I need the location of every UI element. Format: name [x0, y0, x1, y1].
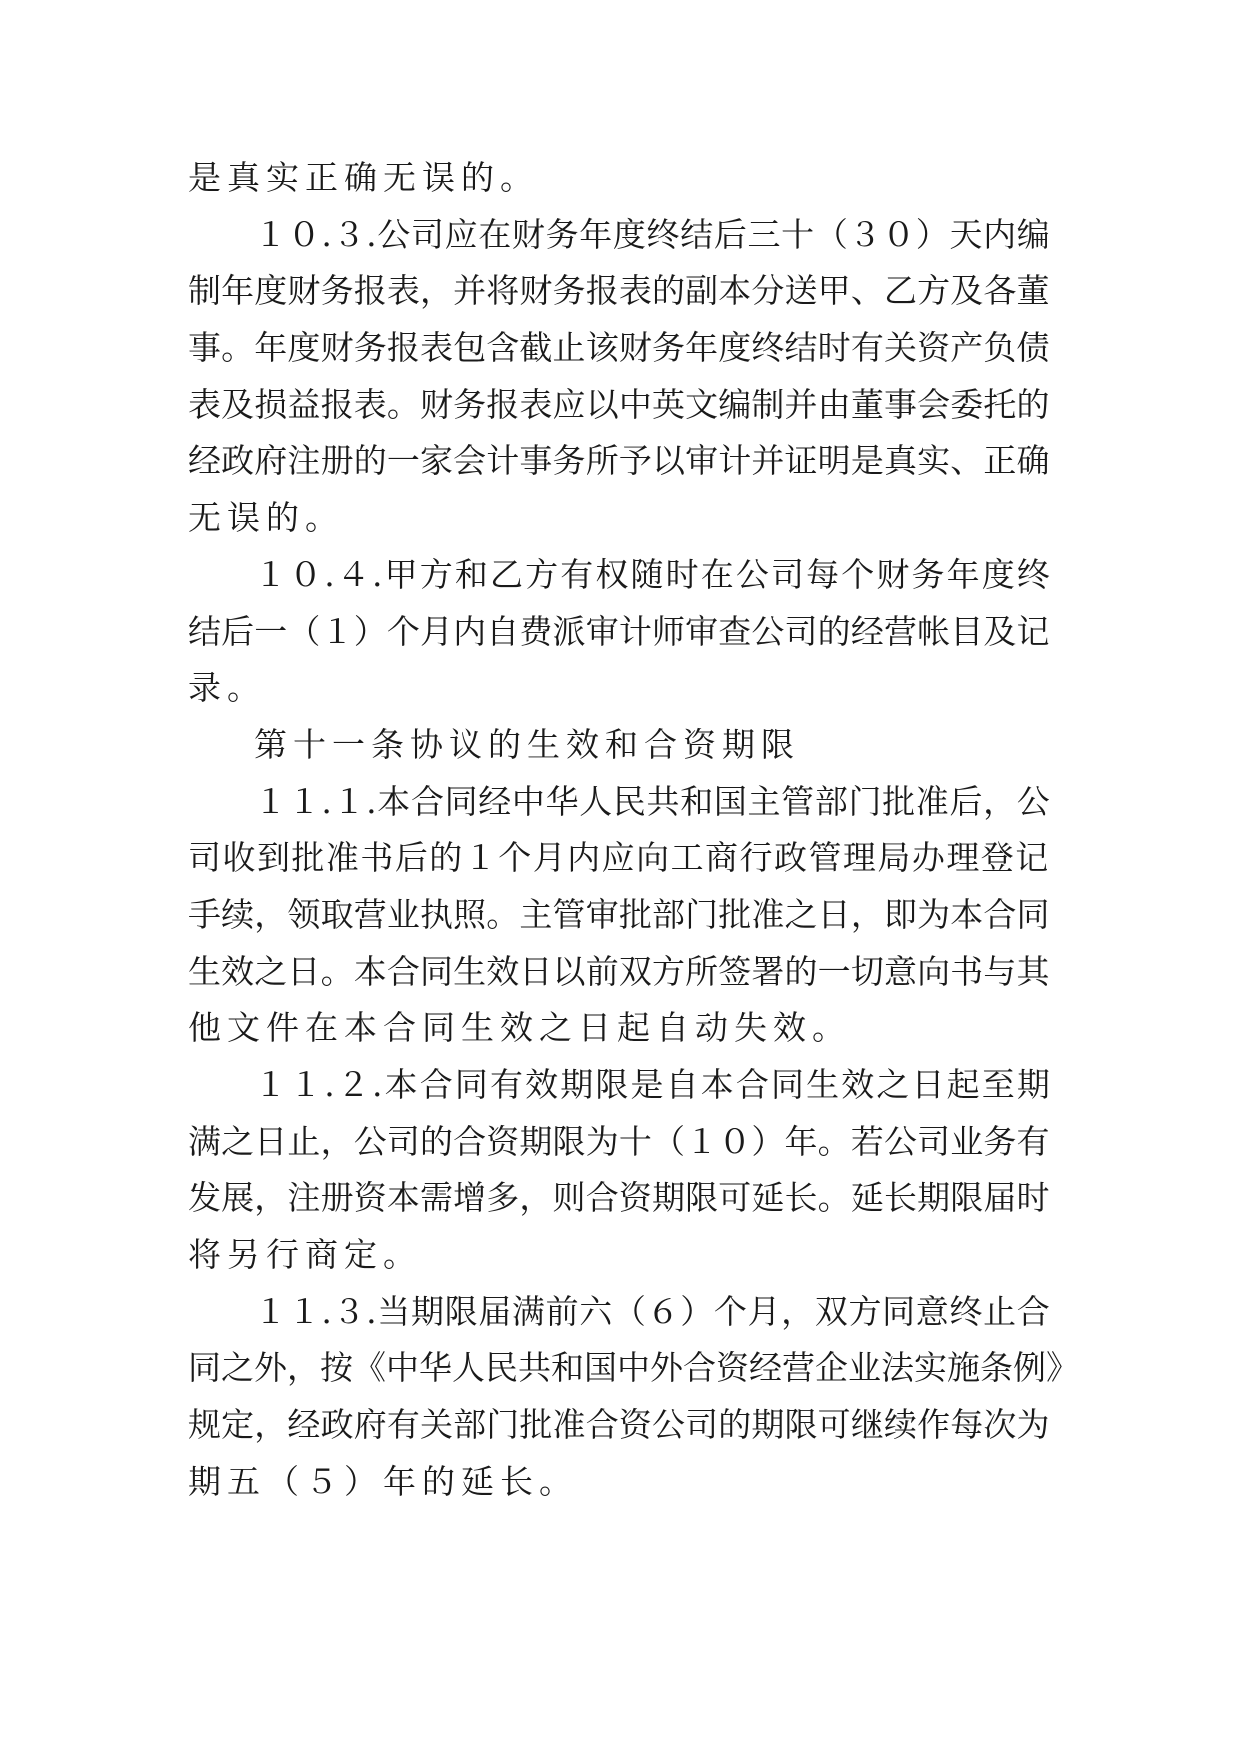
text-line: 第十一条协议的生效和合资期限 — [254, 724, 800, 764]
text-line: 是真实正确无误的。 — [188, 158, 539, 197]
text-line: 发 展 ， 注 册 资 本 需 增 多 ， 则 合 资 期 限 可 延 长 。 延 长 期 限 届 时 — [188, 1178, 1050, 1218]
text-line: 录。 — [188, 668, 266, 708]
text-line: 表 及 损 益 报 表 。 财 务 报 表 应 以 中 英 文 编 制 并 由 董 事 会 委 托 的 — [188, 384, 1050, 424]
text-line: 期五（５）年的延长。 — [188, 1461, 578, 1501]
contract-text-body — [188, 150, 1079, 1511]
text-line: 经 政 府 注 册 的 一 家 会 计 事 务 所 予 以 审 计 并 证 明 是 真 实 、 正 确 — [188, 441, 1050, 481]
text-line: 将另行商定。 — [188, 1235, 422, 1275]
text-line: 生 效 之 日 。 本 合 同 生 效 日 以 前 双 方 所 签 署 的 一 切 意 向 书 与 其 — [188, 951, 1050, 991]
text-line: １ １ . １ . 本 合 同 经 中 华 人 民 共 和 国 主 管 部 门 批 准 后 ， 公 — [254, 781, 1050, 821]
text-line: 手 续 ， 领 取 营 业 执 照 。 主 管 审 批 部 门 批 准 之 日 ， 即 为 本 合 同 — [188, 894, 1050, 934]
text-line: １ ０ . ４ . 甲 方 和 乙 方 有 权 随 时 在 公 司 每 个 财 务 年 度 终 — [254, 554, 1050, 594]
text-line: 结 后 一 （ １ ） 个 月 内 自 费 派 审 计 师 审 查 公 司 的 经 营 帐 目 及 记 — [188, 611, 1050, 651]
text-line: 无误的。 — [188, 498, 344, 538]
text-line: １ １ . ２ . 本 合 同 有 效 期 限 是 自 本 合 同 生 效 之 日 起 至 期 — [254, 1065, 1050, 1104]
text-line: 制 年 度 财 务 报 表 ， 并 将 财 务 报 表 的 副 本 分 送 甲 、 乙 方 及 各 董 — [188, 271, 1050, 311]
text-line: １ １ . ３ . 当 期 限 届 满 前 六 （ ６ ） 个 月 ， 双 方 同 意 终 止 合 — [254, 1291, 1050, 1331]
text-line: 同 之 外 ， 按 《 中 华 人 民 共 和 国 中 外 合 资 经 营 企 业 法 实 施 条 例 》 — [188, 1348, 1079, 1388]
text-line: １ ０ . ３ . 公 司 应 在 财 务 年 度 终 结 后 三 十 （ ３ ０ ） 天 内 编 — [254, 214, 1050, 254]
text-line: 规 定 ， 经 政 府 有 关 部 门 批 准 合 资 公 司 的 期 限 可 继 续 作 每 次 为 — [188, 1405, 1050, 1445]
text-line: 满 之 日 止 ， 公 司 的 合 资 期 限 为 十 （ １ ０ ） 年 。 若 公 司 业 务 有 — [188, 1121, 1050, 1161]
text-line: 司 收 到 批 准 书 后 的 １ 个 月 内 应 向 工 商 行 政 管 理 局 办 理 登 记 — [188, 838, 1049, 878]
text-line: 他文件在本合同生效之日起自动失效。 — [188, 1008, 851, 1048]
text-line: 事 。 年 度 财 务 报 表 包 含 截 止 该 财 务 年 度 终 结 时 有 关 资 产 负 债 — [188, 328, 1050, 368]
